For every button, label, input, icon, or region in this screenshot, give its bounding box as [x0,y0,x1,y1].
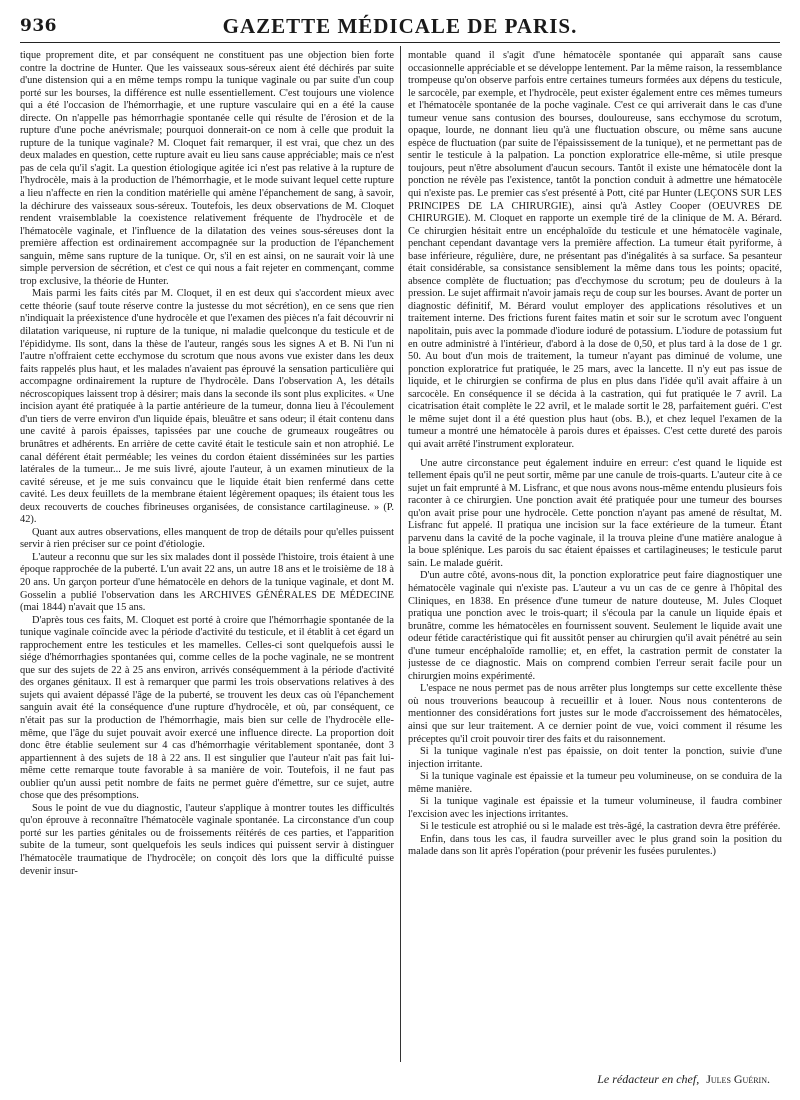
journal-title: GAZETTE MÉDICALE DE PARIS. [222,14,578,38]
paragraph: Sous le point de vue du diagnostic, l'auteur s'applique à montrer toutes les difficultés qu'on éprouve à reconnaître l'hématocèle vaginale spontanée. La circonstance d'un coup porté sur les parties génitales ou de froissements réitérés de ces parties, et l'apparition subite de la tumeur, sont quelquefois les seuls indices qui puissent servir à distinguer l'hématocèle traumatique de l'hydrocèle; on conçoit dès lors que la difficulté puisse devenir insur- [20,802,394,877]
page-number: 936 [20,16,57,36]
paragraph: Si la tunique vaginale est épaissie et la tumeur peu volumineuse, on se conduira de la même manière. [408,771,782,795]
paragraph: Si la tunique vaginale n'est pas épaissie, on doit tenter la ponction, suivie d'une injection irritante. [408,746,782,770]
paragraph: Si le testicule est atrophié ou si le malade est très-âgé, la castration devra être préférée. [420,821,781,833]
editor-signature [597,1072,770,1087]
paragraph: Enfin, dans tous les cas, il faudra surveiller avec le plus grand soin la position du malade dans son lit après l'opération (pour prévenir les fusées purulentes.) [408,833,782,858]
paragraph: tique proprement dite, et par conséquent ne constituent pas une objection bien forte contre la doctrine de Hunter. Que les vaisseaux sous-séreux aient été déchirés par suite d'une distension qui a en même temps rompu la tunique vaginale ou par suite d'un coup porté sur les bourses, la différence est nulle essentiellement. C'est toujours une violence qui a été l'occasion de l'hémorrhagie, et une rupture vasculaire qui en a été la cause directe. On n'appelle pas hémorrhagie spontanée celle qui résulte de l'érosion et de la rupture d'une poche anévrismale; pourquoi donnerait-on ce nom à celle que produit la rupture de la tunique vaginale? M. Cloquet fait remarquer, il est vrai, que chez un des deux malades en question, cette rupture avait eu lieu sans cause appréciable; mais ce n'est pas de cela qu'il s'agit. La question étiologique agitée ici n'est pas relative à la rupture de l'hydrocèle, mais à la production de l'hémorrhagie, et le mode suivant lequel cette rupture a lieu n'affecte en rien la condition matérielle qui amène l'épanchement de sang, à savoir, la déchirure des vaisseaux sous-séreux. Toutefois, les deux observations de M. Cloquet rendent vraisemblable la coexistence relativement fréquente de l'hydrocèle et de l'hématocèle vaginale, et l'influence de la dilatation des veines sous-séreuses dont la première affection est ordinairement accompagnée sur la production de l'épanchement sanguin, même sans rupture de la tunique. Or, s'il en est ainsi, on ne saurait voir là une simple perversion de sécrétion, et c'est ce qui nous a fait rejeter en commençant, comme trop exclusive, la théorie de Hunter. [20,50,394,287]
page-header [20,14,780,40]
paragraph: L'auteur a reconnu que sur les six malades dont il possède l'histoire, trois étaient à une époque rapprochée de la puberté. L'un avait 22 ans, un autre 18 ans et le troisième de 18 à 20 ans. Un garçon porteur d'une hématocèle en dehors de la tunique vaginale, et dont M. Gosselin a publié l'observation dans les ARCHIVES GÉNÉRALES DE MÉDECINE (mai 1844) n'avait que 15 ans. [20,551,394,614]
paragraph: Quant aux autres observations, elles manquent de trop de détails pour qu'elles puissent servir à rien préciser sur ce point d'étiologie. [20,526,394,551]
paragraph: D'un autre côté, avons-nous dit, la ponction exploratrice peut faire diagnostiquer une hématocèle vaginale qui n'existe pas. L'auteur a vu un cas de ce genre à l'hôpital des Cliniques, en 1838. En présence d'une tumeur de nature douteuse, M. Jules Cloquet pratiqua une ponction avec le trois-quart; il s'écoula par la canule un liquide épais et brunâtre, comme les hématocèles en fournissent souvent. Seulement le liquide avait une odeur fétide caractéristique qui fit aussitôt penser au chirurgien qu'il avait pénétré au sein d'une tumeur encéphaloïde ramollie; et, en effet, la castration permit de constater la justesse de ce diagnostic. Mais on comprend combien l'erreur serait facile pour un chirurgien moins expérimenté. [408,570,782,682]
paragraph: montable quand il s'agit d'une hématocèle spontanée qui apparaît sans cause occasionnelle appréciable et se développe lentement. Par la même raison, la ressemblance trompeuse qu'on observe parfois entre certaines tumeurs formées aux dépens du testicule, le sarcocèle, par exemple, et l'hydrocèle, peut exister également entre ces mêmes tumeurs et l'hématocèle spontanée de la poche vaginale. C'est ce qui arriverait dans le cas d'une tumeur venue sans contusion des bourses, douloureuse, sans ecchymose du scrotum, opaque, lourde, ne donnant lieu qu'à une fluctuation obscure, ou même sans aucune espèce de fluctuation (par suite de l'épaississement de la tunique), et ne permettant pas de sentir le testicule à la palpation. La ponction exploratrice elle-même, si utile presque toujours, peut n'être absolument d'aucun secours. Tantôt il existe une hématocèle dont la ponction ne révèle pas l'existence, tantôt la ponction conduit à admettre une hématocèle qui n'existe pas. Le premier cas s'est présenté à Pott, cité par Hunter (LEÇONS SUR LES PRINCIPES DE LA CHIRURGIE), ainsi qu'à Astley Cooper (OEUVRES DE CHIRURGIE). M. Cloquet en rapporte un exemple tiré de la clinique de M. A. Bérard. Ce chirurgien hésitait entre un encéphaloïde du testicule et une hématocèle vaginale, penchant cependant davantage vers la première affection. La tumeur était pyriforme, à base inférieure, régulière, dure, ne présentant pas d'inégalités à sa surface. Sa pesanteur était considérable, sa consistance sensiblement la même dans tous les points; opacité, absence complète de fluctuation; pas d'ecchymose du scrotum; peu de douleurs à la pression. Le sujet affirmait n'avoir jamais reçu de coup sur les bourses. Avant de porter un diagnostic définitif, M. Bérard voulut employer des applications résolutives et un traitement interne. Des frictions furent faites matin et soir sur le scrotum avec l'onguent napolitain, puis avec la pommade d'iodure ioduré de potassium. L'iodure de potassium fut en outre administré à l'intérieur, d'abord à la dose de 0,50, et plus tard à la dose de 1 gr. 50. Au bout d'un mois de traitement, la tumeur n'ayant pas diminué de volume, une ponction exploratrice fut pratiquée, le 25 mars, avec la lancette. Il n'y eut pas issue de liquide, et le chirurgien se confirma de plus en plus dans l'idée qu'il avait affaire à un sarcocèle. En conséquence il se décida à la castration, qui fut pratiquée le 7 avril. La cicatrisation était complète le 22 avril, et le malade sortit le 28, parfaitement guéri. C'est le même sujet dont il a été question plus haut (obs. B.), et chez lequel l'examen de la tumeur a montré une hématocèle à parois dures et épaisses. C'est cette dureté des parois qui avait arrêté l'instrument explorateur. [408,50,782,450]
header-rule [20,42,780,43]
paragraph: Mais parmi les faits cités par M. Cloquet, il en est deux qui s'accordent mieux avec cette théorie (sauf toute réserve contre la justesse du mot sécrétion), en ce sens que rien n'indiquait la préexistence d'une hydrocèle et que l'examen des pièces n'a fait découvrir ni dilatation variqueuse, ni rupture de la tunique, ni maladie quelconque du testicule et de l'épididyme. Ils sont, dans la thèse de l'auteur, rangés sous les signes A et B. Ni l'un ni l'autre n'offraient cette ecchymose du scrotum que nous avons vue exister dans les deux faits rappelés plus haut, et les malades n'avaient pas éprouvé la sensation particulière qui accompagne ordinairement la rupture de l'hydrocèle. Dans l'observation A, les détails nécroscopiques laissent trop à désirer; mais dans la seconde ils sont plus explicites. « Une incision ayant été pratiquée à la partie antérieure de la tumeur, donna lieu à l'écoulement d'un tiers de verre environ d'un liquide épais, bleuâtre et sans odeur; il était contenu dans une cavité à parois épaisses, tapissées par une couche de grumeaux rougeâtres ou brunâtres et adhérents. En arrière de cette cavité était le testicule sain et non atrophié. Le canal déférent était perméable; les veines du cordon étaient disséminées sur les parties latérales de la tumeur... Je me suis livré, ajoute l'auteur, à un examen minutieux de la cavité séreuse, et je me suis convaincu que le liquide était bien renfermé dans cette cavité. Les deux feuillets de la membrane étaient légèrement opaques; ils étaient tous les deux recouverts de couches fibrineuses organisées, de consistance cartilagineuse. » (P. 42). [20,288,394,526]
signature-name: Jules Guérin. [706,1072,770,1086]
right-column [408,50,782,1060]
paragraph: Si la tunique vaginale est épaissie et la tumeur volumineuse, il faudra combiner l'excision avec les injections irritantes. [408,796,782,820]
left-column [20,50,394,1060]
column-divider [400,46,401,1062]
paragraph: Une autre circonstance peut également induire en erreur: c'est quand le liquide est tellement épais qu'il ne peut sortir, même par une canule de trois-quarts. L'auteur cite à ce sujet un fait emprunté à M. Lisfranc, et que nous avons nous-même entendu plusieurs fois raconter à ce chirurgien. Une ponction avait été pratiquée pour une tumeur des bourses qu'on avait prise pour une hydrocèle. Cette ponction n'ayant pas amené de résultat, M. Lisfranc fut appelé. Il pratiqua une incision sur la face extérieure de la tumeur. Étant parvenu dans la cavité de la poche vaginale, il la trouva pleine d'une matière analogue à la boue splénique. Les parois du sac étaient épaisses et cartilagineuses; le testicule parut sain. Le malade guérit. [408,457,782,569]
paragraph: D'après tous ces faits, M. Cloquet est porté à croire que l'hémorrhagie spontanée de la tunique vaginale coïncide avec la période d'activité du testicule, et il établit à cet égard un rapprochement entre les testicules et les mamelles. Celles-ci sont quelquefois aussi le siége d'hémorrhagies spontanées qui, comme celles de la poche vaginale, ne se montrent que sur des sujets de 22 à 25 ans environ, arrivés conséquemment à la période d'activité des organes génitaux. Il est à remarquer que parmi les trois observations relatives à des sujets qui avaient dépassé l'âge de la puberté, se trouvent les deux cas où l'épanchement sanguin avait été la conséquence d'une rupture d'hydrocèle, et où, par conséquent, ce n'était pas sur la production de l'hémorrhagie, mais bien sur celle de l'hydrocèle elle-même, que l'âge du sujet pouvait avoir exercé une influence directe. La proportion doit donc être établie seulement sur 4 cas d'hémorrhagie véritablement spontanée, dont 3 appartiennent à des sujets de 18 à 22 ans. Il est singulier que l'auteur n'ait pas fait lui-même cette remarque toute favorable à sa manière de voir. Toutefois, il ne faut pas oublier qu'un aussi petit nombre de faits ne permet guère d'émettre, sur ce sujet, autre chose que des présomptions. [20,614,394,802]
paragraph: L'espace ne nous permet pas de nous arrêter plus longtemps sur cette excellente thèse où nous trouverions beaucoup à recueillir et à louer. Nous nous contenterons de mentionner des considérations fort justes sur le mode d'accroissement des hématocèles, ainsi que sur leur traitement. A ce dernier point de vue, voici comment il résume les préceptes qu'il croit pouvoir tirer des faits et du raisonnement. [408,683,782,745]
signature-lead: Le rédacteur en chef, [597,1072,700,1086]
